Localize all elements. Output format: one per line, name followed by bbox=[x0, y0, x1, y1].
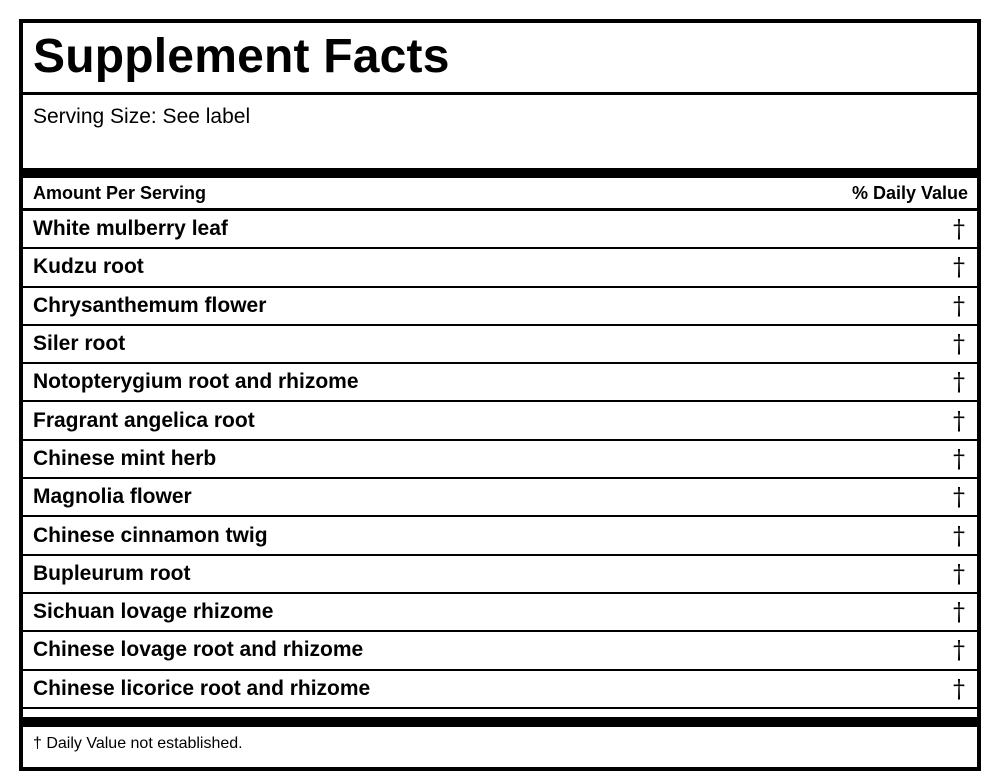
daily-value-dagger: † bbox=[953, 215, 965, 244]
ingredient-row bbox=[23, 517, 977, 555]
ingredient-name: Magnolia flower bbox=[33, 485, 192, 509]
ingredient-name: Chinese lovage root and rhizome bbox=[33, 638, 364, 662]
ingredient-row bbox=[23, 632, 977, 670]
ingredient-row bbox=[23, 441, 977, 479]
ingredient-row bbox=[23, 402, 977, 440]
daily-value-dagger: † bbox=[953, 291, 965, 320]
daily-value-dagger: † bbox=[953, 598, 965, 627]
thick-divider bbox=[23, 168, 977, 178]
ingredient-name: Chinese cinnamon twig bbox=[33, 523, 268, 547]
daily-value-dagger: † bbox=[953, 483, 965, 512]
ingredient-name: Chinese licorice root and rhizome bbox=[33, 676, 371, 700]
column-header-row bbox=[23, 178, 977, 211]
daily-value-dagger: † bbox=[953, 330, 965, 359]
ingredient-name: Chinese mint herb bbox=[33, 446, 217, 470]
ingredient-row bbox=[23, 288, 977, 326]
ingredient-name: Notopterygium root and rhizome bbox=[33, 370, 359, 394]
ingredient-name: Kudzu root bbox=[33, 255, 144, 279]
daily-value-dagger: † bbox=[953, 368, 965, 397]
panel-title: Supplement Facts bbox=[33, 29, 450, 83]
amount-per-serving-header: Amount Per Serving bbox=[33, 182, 207, 203]
ingredient-row bbox=[23, 249, 977, 287]
ingredient-name: White mulberry leaf bbox=[33, 217, 228, 241]
ingredient-list bbox=[23, 211, 977, 709]
daily-value-dagger: † bbox=[953, 406, 965, 435]
daily-value-dagger: † bbox=[953, 559, 965, 588]
ingredient-row bbox=[23, 326, 977, 364]
daily-value-dagger: † bbox=[953, 521, 965, 550]
daily-value-dagger: † bbox=[953, 636, 965, 665]
spacer-row bbox=[23, 709, 977, 717]
title-row bbox=[23, 23, 977, 95]
bottom-thick-divider bbox=[23, 717, 977, 727]
daily-value-dagger: † bbox=[953, 444, 965, 473]
ingredient-row bbox=[23, 671, 977, 709]
daily-value-dagger: † bbox=[953, 253, 965, 282]
ingredient-row bbox=[23, 556, 977, 594]
footnote: † Daily Value not established. bbox=[33, 734, 243, 752]
ingredient-name: Fragrant angelica root bbox=[33, 408, 255, 432]
ingredient-row bbox=[23, 211, 977, 249]
ingredient-row bbox=[23, 594, 977, 632]
ingredient-row bbox=[23, 364, 977, 402]
ingredient-name: Sichuan lovage rhizome bbox=[33, 600, 274, 624]
supplement-facts-panel bbox=[19, 19, 981, 771]
ingredient-row bbox=[23, 479, 977, 517]
serving-size-text: Serving Size: See label bbox=[33, 105, 251, 128]
daily-value-header: % Daily Value bbox=[851, 182, 968, 203]
daily-value-dagger: † bbox=[953, 674, 965, 703]
ingredient-name: Chrysanthemum flower bbox=[33, 293, 267, 317]
ingredient-name: Siler root bbox=[33, 332, 126, 356]
serving-size-row bbox=[23, 95, 977, 168]
ingredient-name: Bupleurum root bbox=[33, 561, 191, 585]
